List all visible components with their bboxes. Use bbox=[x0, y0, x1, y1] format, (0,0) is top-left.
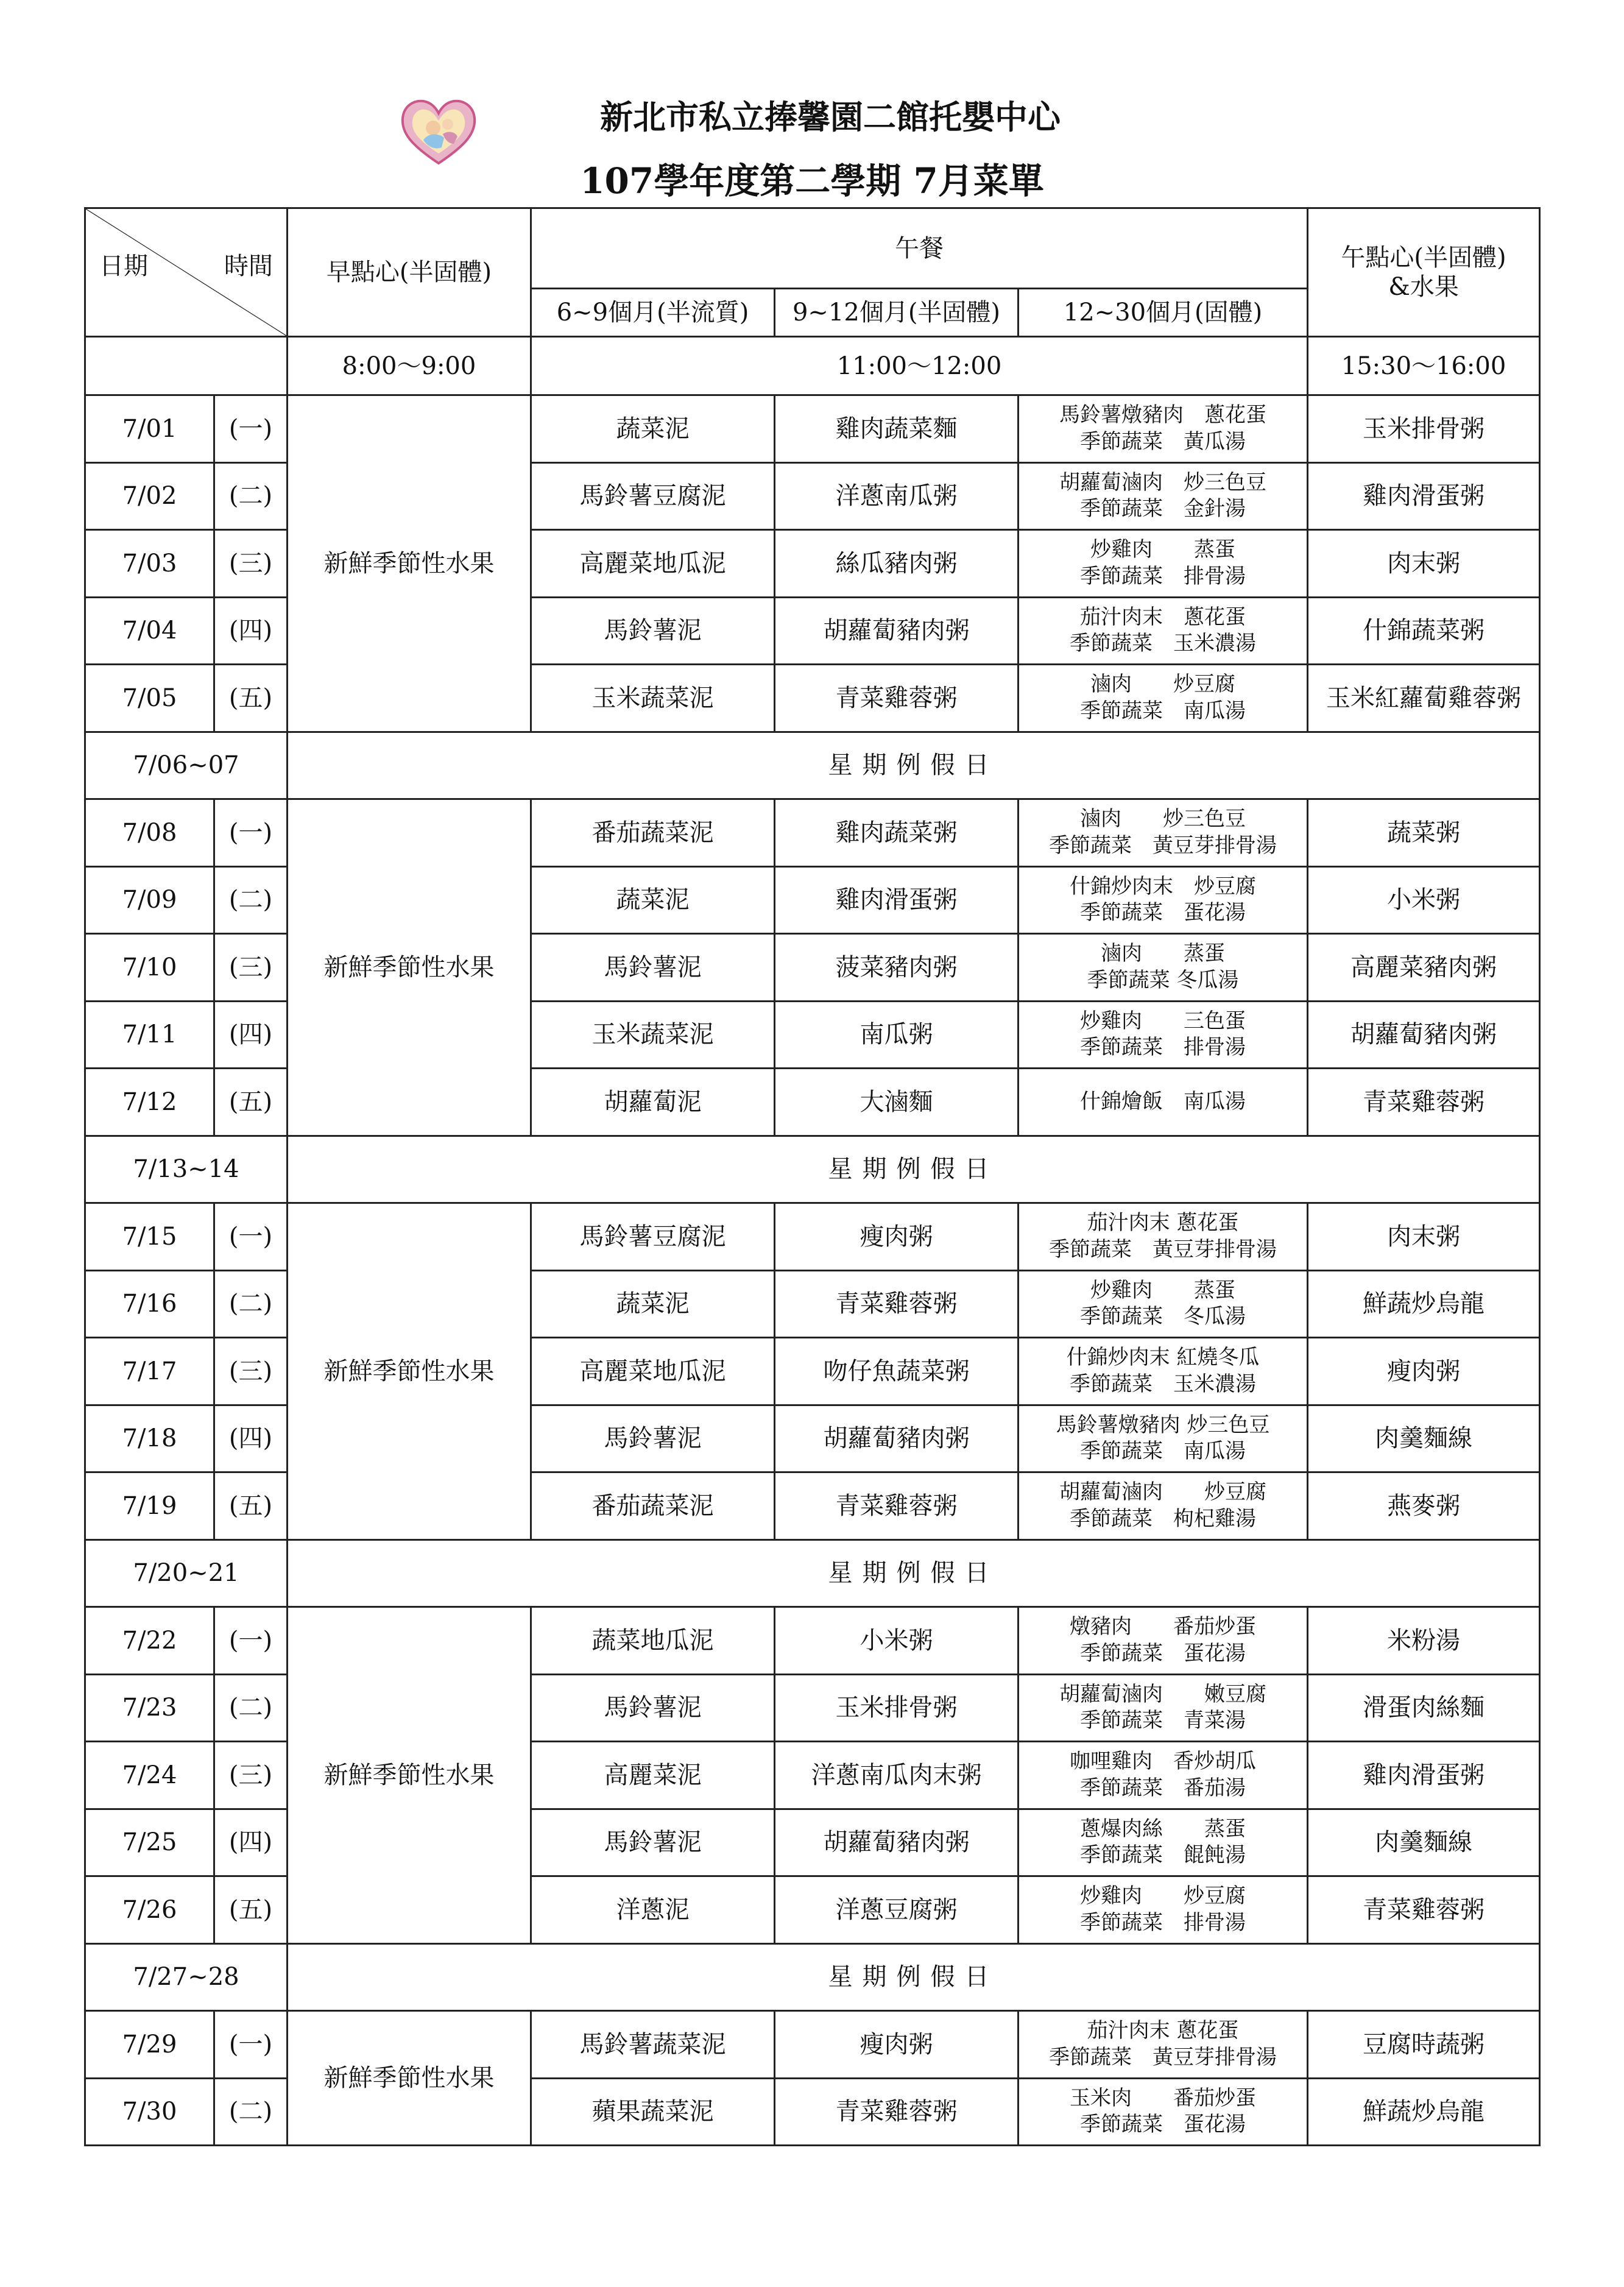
main-dish-line1: 炒雞肉 三色蛋 bbox=[1080, 1008, 1246, 1033]
page-subtitle: 107學年度第二學期 7月菜單 bbox=[580, 160, 1044, 202]
afternoon-snack-cell: 青菜雞蓉粥 bbox=[1308, 1876, 1540, 1944]
date-cell: 7/01 bbox=[85, 395, 214, 463]
puree-cell: 高麗菜地瓜泥 bbox=[531, 1338, 775, 1405]
time-row-label bbox=[85, 337, 288, 395]
holiday-row bbox=[85, 1943, 1540, 2011]
main-dish-line2: 季節蔬菜 蛋花湯 bbox=[1080, 900, 1246, 925]
date-cell: 7/10 bbox=[85, 934, 214, 1002]
main-dish-line2: 季節蔬菜 番茄湯 bbox=[1080, 1775, 1246, 1800]
date-cell: 7/12 bbox=[85, 1069, 214, 1136]
main-dish-line2: 季節蔬菜 玉米濃湯 bbox=[1070, 1371, 1257, 1396]
main-dish-cell bbox=[1019, 934, 1308, 1002]
afternoon-snack-cell: 肉羹麵線 bbox=[1308, 1405, 1540, 1472]
puree-cell: 蔬菜泥 bbox=[531, 1270, 775, 1338]
main-dish-line2: 季節蔬菜 黃瓜湯 bbox=[1080, 429, 1246, 454]
afternoon-snack-cell: 蔬菜粥 bbox=[1308, 799, 1540, 867]
weekday-cell: (一) bbox=[214, 799, 288, 867]
main-dish-line2: 季節蔬菜 枸杞雞湯 bbox=[1070, 1506, 1257, 1531]
puree-cell: 馬鈴薯泥 bbox=[531, 1809, 775, 1876]
main-dish-line2: 季節蔬菜 青菜湯 bbox=[1080, 1708, 1246, 1733]
weekday-cell: (四) bbox=[214, 1001, 288, 1069]
date-cell: 7/17 bbox=[85, 1338, 214, 1405]
date-cell: 7/09 bbox=[85, 866, 214, 934]
breakfast-header: 早點心(半固體) bbox=[288, 208, 531, 337]
porridge-cell: 青菜雞蓉粥 bbox=[775, 1472, 1019, 1540]
porridge-cell: 瘦肉粥 bbox=[775, 2011, 1019, 2079]
porridge-cell: 青菜雞蓉粥 bbox=[775, 1270, 1019, 1338]
date-header: 日期 bbox=[99, 252, 148, 280]
weekday-cell: (一) bbox=[214, 2011, 288, 2079]
afternoon-header-line2: &水果 bbox=[1388, 273, 1459, 301]
main-dish-line1: 滷肉 炒三色豆 bbox=[1080, 807, 1246, 832]
main-dish-line1: 茄汁肉末 蔥花蛋 bbox=[1080, 604, 1246, 629]
main-dish-line2: 季節蔬菜 冬瓜湯 bbox=[1087, 967, 1239, 992]
afternoon-snack-cell: 玉米紅蘿蔔雞蓉粥 bbox=[1308, 665, 1540, 732]
porridge-cell: 胡蘿蔔豬肉粥 bbox=[775, 597, 1019, 665]
porridge-cell: 玉米排骨粥 bbox=[775, 1674, 1019, 1742]
weekday-cell: (二) bbox=[214, 2078, 288, 2146]
afternoon-snack-cell: 鮮蔬炒烏龍 bbox=[1308, 2078, 1540, 2146]
main-dish-line2: 季節蔬菜 餛飩湯 bbox=[1080, 1843, 1246, 1868]
main-dish-cell bbox=[1019, 2011, 1308, 2079]
main-dish-line2: 季節蔬菜 蛋花湯 bbox=[1080, 2112, 1246, 2137]
puree-cell: 馬鈴薯泥 bbox=[531, 597, 775, 665]
main-dish-line1: 炒雞肉 炒豆腐 bbox=[1080, 1884, 1246, 1909]
main-dish-line2: 季節蔬菜 冬瓜湯 bbox=[1080, 1304, 1246, 1329]
puree-cell: 馬鈴薯豆腐泥 bbox=[531, 1203, 775, 1271]
puree-cell: 蔬菜泥 bbox=[531, 395, 775, 463]
porridge-cell: 南瓜粥 bbox=[775, 1001, 1019, 1069]
weekday-cell: (三) bbox=[214, 1338, 288, 1405]
main-dish-line2: 季節蔬菜 南瓜湯 bbox=[1080, 698, 1246, 723]
breakfast-fruit-cell: 新鮮季節性水果 bbox=[288, 395, 531, 732]
main-dish-cell bbox=[1019, 395, 1308, 463]
main-dish-cell bbox=[1019, 1742, 1308, 1809]
main-dish-line1: 馬鈴薯燉豬肉 蔥花蛋 bbox=[1059, 403, 1267, 428]
main-dish-cell bbox=[1019, 1270, 1308, 1338]
lunch-time: 11:00～12:00 bbox=[531, 337, 1308, 395]
main-dish-line1: 什錦炒肉末 炒豆腐 bbox=[1070, 874, 1257, 899]
porridge-cell: 青菜雞蓉粥 bbox=[775, 665, 1019, 732]
porridge-cell: 胡蘿蔔豬肉粥 bbox=[775, 1809, 1019, 1876]
holiday-date-cell: 7/20~21 bbox=[85, 1539, 288, 1607]
afternoon-snack-cell: 雞肉滑蛋粥 bbox=[1308, 462, 1540, 530]
holiday-label-cell: 星期例假日 bbox=[288, 1539, 1540, 1607]
afternoon-snack-cell: 高麗菜豬肉粥 bbox=[1308, 934, 1540, 1002]
main-dish-cell bbox=[1019, 462, 1308, 530]
date-time-corner-cell bbox=[85, 208, 288, 337]
weekday-cell: (二) bbox=[214, 1270, 288, 1338]
main-dish-cell bbox=[1019, 1674, 1308, 1742]
main-dish-line1: 什錦炒肉末 紅燒冬瓜 bbox=[1066, 1345, 1260, 1370]
porridge-cell: 雞肉蔬菜麵 bbox=[775, 395, 1019, 463]
weekday-cell: (五) bbox=[214, 1472, 288, 1540]
breakfast-fruit-cell: 新鮮季節性水果 bbox=[288, 799, 531, 1136]
weekday-cell: (三) bbox=[214, 1742, 288, 1809]
weekday-cell: (五) bbox=[214, 665, 288, 732]
main-dish-line1: 什錦燴飯 南瓜湯 bbox=[1080, 1089, 1246, 1114]
porridge-cell: 雞肉蔬菜粥 bbox=[775, 799, 1019, 867]
main-dish-line2: 季節蔬菜 排骨湯 bbox=[1080, 564, 1246, 589]
main-dish-cell bbox=[1019, 799, 1308, 867]
afternoon-snack-cell: 肉羹麵線 bbox=[1308, 1809, 1540, 1876]
holiday-row bbox=[85, 732, 1540, 799]
afternoon-snack-cell: 鮮蔬炒烏龍 bbox=[1308, 1270, 1540, 1338]
porridge-cell: 洋蔥南瓜粥 bbox=[775, 462, 1019, 530]
menu-table bbox=[84, 207, 1541, 2146]
lunch-header: 午餐 bbox=[531, 208, 1308, 289]
main-dish-line2: 季節蔬菜 黃豆芽排骨湯 bbox=[1049, 2045, 1277, 2070]
date-cell: 7/22 bbox=[85, 1607, 214, 1675]
date-cell: 7/08 bbox=[85, 799, 214, 867]
puree-cell: 蘋果蔬菜泥 bbox=[531, 2078, 775, 2146]
puree-cell: 馬鈴薯豆腐泥 bbox=[531, 462, 775, 530]
porridge-cell: 雞肉滑蛋粥 bbox=[775, 866, 1019, 934]
porridge-cell: 胡蘿蔔豬肉粥 bbox=[775, 1405, 1019, 1472]
main-dish-line1: 胡蘿蔔滷肉 炒三色豆 bbox=[1059, 470, 1267, 495]
puree-cell: 蔬菜泥 bbox=[531, 866, 775, 934]
date-cell: 7/24 bbox=[85, 1742, 214, 1809]
main-dish-line1: 燉豬肉 番茄炒蛋 bbox=[1070, 1614, 1257, 1639]
breakfast-fruit-cell: 新鮮季節性水果 bbox=[288, 1203, 531, 1540]
main-dish-line1: 滷肉 炒豆腐 bbox=[1090, 672, 1236, 697]
date-cell: 7/29 bbox=[85, 2011, 214, 2079]
weekday-cell: (三) bbox=[214, 530, 288, 598]
main-dish-line2: 季節蔬菜 蛋花湯 bbox=[1080, 1641, 1246, 1666]
weekday-cell: (五) bbox=[214, 1069, 288, 1136]
afternoon-snack-cell: 滑蛋肉絲麵 bbox=[1308, 1674, 1540, 1742]
afternoon-snack-cell: 米粉湯 bbox=[1308, 1607, 1540, 1675]
menu-day-row bbox=[85, 395, 1540, 463]
main-dish-line2: 季節蔬菜 排骨湯 bbox=[1080, 1035, 1246, 1060]
menu-day-row bbox=[85, 1203, 1540, 1271]
main-dish-cell bbox=[1019, 530, 1308, 598]
holiday-date-cell: 7/13~14 bbox=[85, 1136, 288, 1203]
afternoon-header-line1: 午點心(半固體) bbox=[1341, 244, 1506, 272]
main-dish-line1: 胡蘿蔔滷肉 嫩豆腐 bbox=[1059, 1681, 1267, 1706]
main-dish-cell bbox=[1019, 2078, 1308, 2146]
main-dish-line1: 胡蘿蔔滷肉 炒豆腐 bbox=[1059, 1480, 1267, 1505]
afternoon-snack-cell: 瘦肉粥 bbox=[1308, 1338, 1540, 1405]
porridge-cell: 吻仔魚蔬菜粥 bbox=[775, 1338, 1019, 1405]
time-header: 時間 bbox=[224, 252, 273, 280]
date-cell: 7/03 bbox=[85, 530, 214, 598]
afternoon-snack-cell: 豆腐時蔬粥 bbox=[1308, 2011, 1540, 2079]
weekday-cell: (二) bbox=[214, 462, 288, 530]
main-dish-line2: 季節蔬菜 南瓜湯 bbox=[1080, 1439, 1246, 1464]
date-cell: 7/30 bbox=[85, 2078, 214, 2146]
main-dish-cell bbox=[1019, 1405, 1308, 1472]
date-cell: 7/26 bbox=[85, 1876, 214, 1944]
weekday-cell: (四) bbox=[214, 597, 288, 665]
date-cell: 7/04 bbox=[85, 597, 214, 665]
main-dish-line2: 季節蔬菜 金針湯 bbox=[1080, 497, 1246, 521]
holiday-label-cell: 星期例假日 bbox=[288, 1136, 1540, 1203]
menu-day-row bbox=[85, 1607, 1540, 1675]
weekday-cell: (四) bbox=[214, 1405, 288, 1472]
breakfast-time: 8:00～9:00 bbox=[288, 337, 531, 395]
main-dish-cell bbox=[1019, 1607, 1308, 1675]
lunch-12-30-header: 12~30個月(固體) bbox=[1019, 289, 1308, 337]
afternoon-snack-cell: 小米粥 bbox=[1308, 866, 1540, 934]
main-dish-line2: 季節蔬菜 黃豆芽排骨湯 bbox=[1049, 833, 1277, 858]
main-dish-cell bbox=[1019, 665, 1308, 732]
porridge-cell: 洋蔥南瓜肉末粥 bbox=[775, 1742, 1019, 1809]
date-cell: 7/05 bbox=[85, 665, 214, 732]
lunch-6-9-header: 6~9個月(半流質) bbox=[531, 289, 775, 337]
main-dish-cell bbox=[1019, 1069, 1308, 1136]
holiday-row bbox=[85, 1539, 1540, 1607]
weekday-cell: (三) bbox=[214, 934, 288, 1002]
porridge-cell: 洋蔥豆腐粥 bbox=[775, 1876, 1019, 1944]
weekday-cell: (四) bbox=[214, 1809, 288, 1876]
weekday-cell: (二) bbox=[214, 866, 288, 934]
porridge-cell: 大滷麵 bbox=[775, 1069, 1019, 1136]
page-title: 新北市私立捧馨園二館托嬰中心 bbox=[600, 97, 1061, 136]
puree-cell: 番茄蔬菜泥 bbox=[531, 799, 775, 867]
date-cell: 7/18 bbox=[85, 1405, 214, 1472]
puree-cell: 馬鈴薯泥 bbox=[531, 934, 775, 1002]
puree-cell: 番茄蔬菜泥 bbox=[531, 1472, 775, 1540]
date-cell: 7/25 bbox=[85, 1809, 214, 1876]
menu-day-row bbox=[85, 799, 1540, 867]
breakfast-fruit-cell: 新鮮季節性水果 bbox=[288, 1607, 531, 1944]
main-dish-line2: 季節蔬菜 排骨湯 bbox=[1080, 1910, 1246, 1935]
porridge-cell: 青菜雞蓉粥 bbox=[775, 2078, 1019, 2146]
holiday-row bbox=[85, 1136, 1540, 1203]
afternoon-snack-cell: 肉末粥 bbox=[1308, 530, 1540, 598]
date-cell: 7/15 bbox=[85, 1203, 214, 1271]
holiday-label-cell: 星期例假日 bbox=[288, 732, 1540, 799]
main-dish-line1: 蔥爆肉絲 蒸蛋 bbox=[1080, 1816, 1246, 1841]
afternoon-snack-cell: 胡蘿蔔豬肉粥 bbox=[1308, 1001, 1540, 1069]
puree-cell: 胡蘿蔔泥 bbox=[531, 1069, 775, 1136]
afternoon-snack-cell: 玉米排骨粥 bbox=[1308, 395, 1540, 463]
lunch-9-12-header: 9~12個月(半固體) bbox=[775, 289, 1019, 337]
main-dish-cell bbox=[1019, 1472, 1308, 1540]
main-dish-line1: 炒雞肉 蒸蛋 bbox=[1090, 1278, 1236, 1303]
main-dish-line1: 馬鈴薯燉豬肉 炒三色豆 bbox=[1056, 1412, 1270, 1437]
afternoon-snack-cell: 雞肉滑蛋粥 bbox=[1308, 1742, 1540, 1809]
holiday-date-cell: 7/06~07 bbox=[85, 732, 288, 799]
main-dish-cell bbox=[1019, 1203, 1308, 1271]
weekday-cell: (二) bbox=[214, 1674, 288, 1742]
main-dish-cell bbox=[1019, 597, 1308, 665]
main-dish-cell bbox=[1019, 1809, 1308, 1876]
holiday-date-cell: 7/27~28 bbox=[85, 1943, 288, 2011]
weekday-cell: (五) bbox=[214, 1876, 288, 1944]
main-dish-line1: 炒雞肉 蒸蛋 bbox=[1090, 537, 1236, 562]
holiday-label-cell: 星期例假日 bbox=[288, 1943, 1540, 2011]
weekday-cell: (一) bbox=[214, 1607, 288, 1675]
main-dish-line2: 季節蔬菜 黃豆芽排骨湯 bbox=[1049, 1237, 1277, 1262]
afternoon-header bbox=[1308, 208, 1540, 337]
porridge-cell: 瘦肉粥 bbox=[775, 1203, 1019, 1271]
afternoon-snack-cell: 燕麥粥 bbox=[1308, 1472, 1540, 1540]
date-cell: 7/11 bbox=[85, 1001, 214, 1069]
main-dish-line1: 咖哩雞肉 香炒胡瓜 bbox=[1070, 1749, 1257, 1774]
main-dish-cell bbox=[1019, 1338, 1308, 1405]
puree-cell: 馬鈴薯泥 bbox=[531, 1405, 775, 1472]
date-cell: 7/23 bbox=[85, 1674, 214, 1742]
porridge-cell: 小米粥 bbox=[775, 1607, 1019, 1675]
main-dish-line1: 玉米肉 番茄炒蛋 bbox=[1070, 2085, 1257, 2110]
breakfast-fruit-cell: 新鮮季節性水果 bbox=[288, 2011, 531, 2146]
main-dish-cell bbox=[1019, 1876, 1308, 1944]
puree-cell: 玉米蔬菜泥 bbox=[531, 665, 775, 732]
puree-cell: 高麗菜泥 bbox=[531, 1742, 775, 1809]
date-cell: 7/16 bbox=[85, 1270, 214, 1338]
afternoon-snack-cell: 什錦蔬菜粥 bbox=[1308, 597, 1540, 665]
puree-cell: 馬鈴薯蔬菜泥 bbox=[531, 2011, 775, 2079]
porridge-cell: 菠菜豬肉粥 bbox=[775, 934, 1019, 1002]
weekday-cell: (一) bbox=[214, 1203, 288, 1271]
puree-cell: 洋蔥泥 bbox=[531, 1876, 775, 1944]
main-dish-cell bbox=[1019, 866, 1308, 934]
puree-cell: 玉米蔬菜泥 bbox=[531, 1001, 775, 1069]
menu-day-row bbox=[85, 2011, 1540, 2079]
puree-cell: 高麗菜地瓜泥 bbox=[531, 530, 775, 598]
puree-cell: 蔬菜地瓜泥 bbox=[531, 1607, 775, 1675]
main-dish-line2: 季節蔬菜 玉米濃湯 bbox=[1070, 631, 1257, 656]
date-cell: 7/02 bbox=[85, 462, 214, 530]
puree-cell: 馬鈴薯泥 bbox=[531, 1674, 775, 1742]
porridge-cell: 絲瓜豬肉粥 bbox=[775, 530, 1019, 598]
weekday-cell: (一) bbox=[214, 395, 288, 463]
afternoon-snack-cell: 肉末粥 bbox=[1308, 1203, 1540, 1271]
main-dish-line1: 茄汁肉末 蔥花蛋 bbox=[1087, 2018, 1239, 2043]
date-cell: 7/19 bbox=[85, 1472, 214, 1540]
main-dish-cell bbox=[1019, 1001, 1308, 1069]
main-dish-line1: 滷肉 蒸蛋 bbox=[1101, 941, 1226, 966]
afternoon-time: 15:30～16:00 bbox=[1308, 337, 1540, 395]
afternoon-snack-cell: 青菜雞蓉粥 bbox=[1308, 1069, 1540, 1136]
main-dish-line1: 茄汁肉末 蔥花蛋 bbox=[1087, 1211, 1239, 1235]
